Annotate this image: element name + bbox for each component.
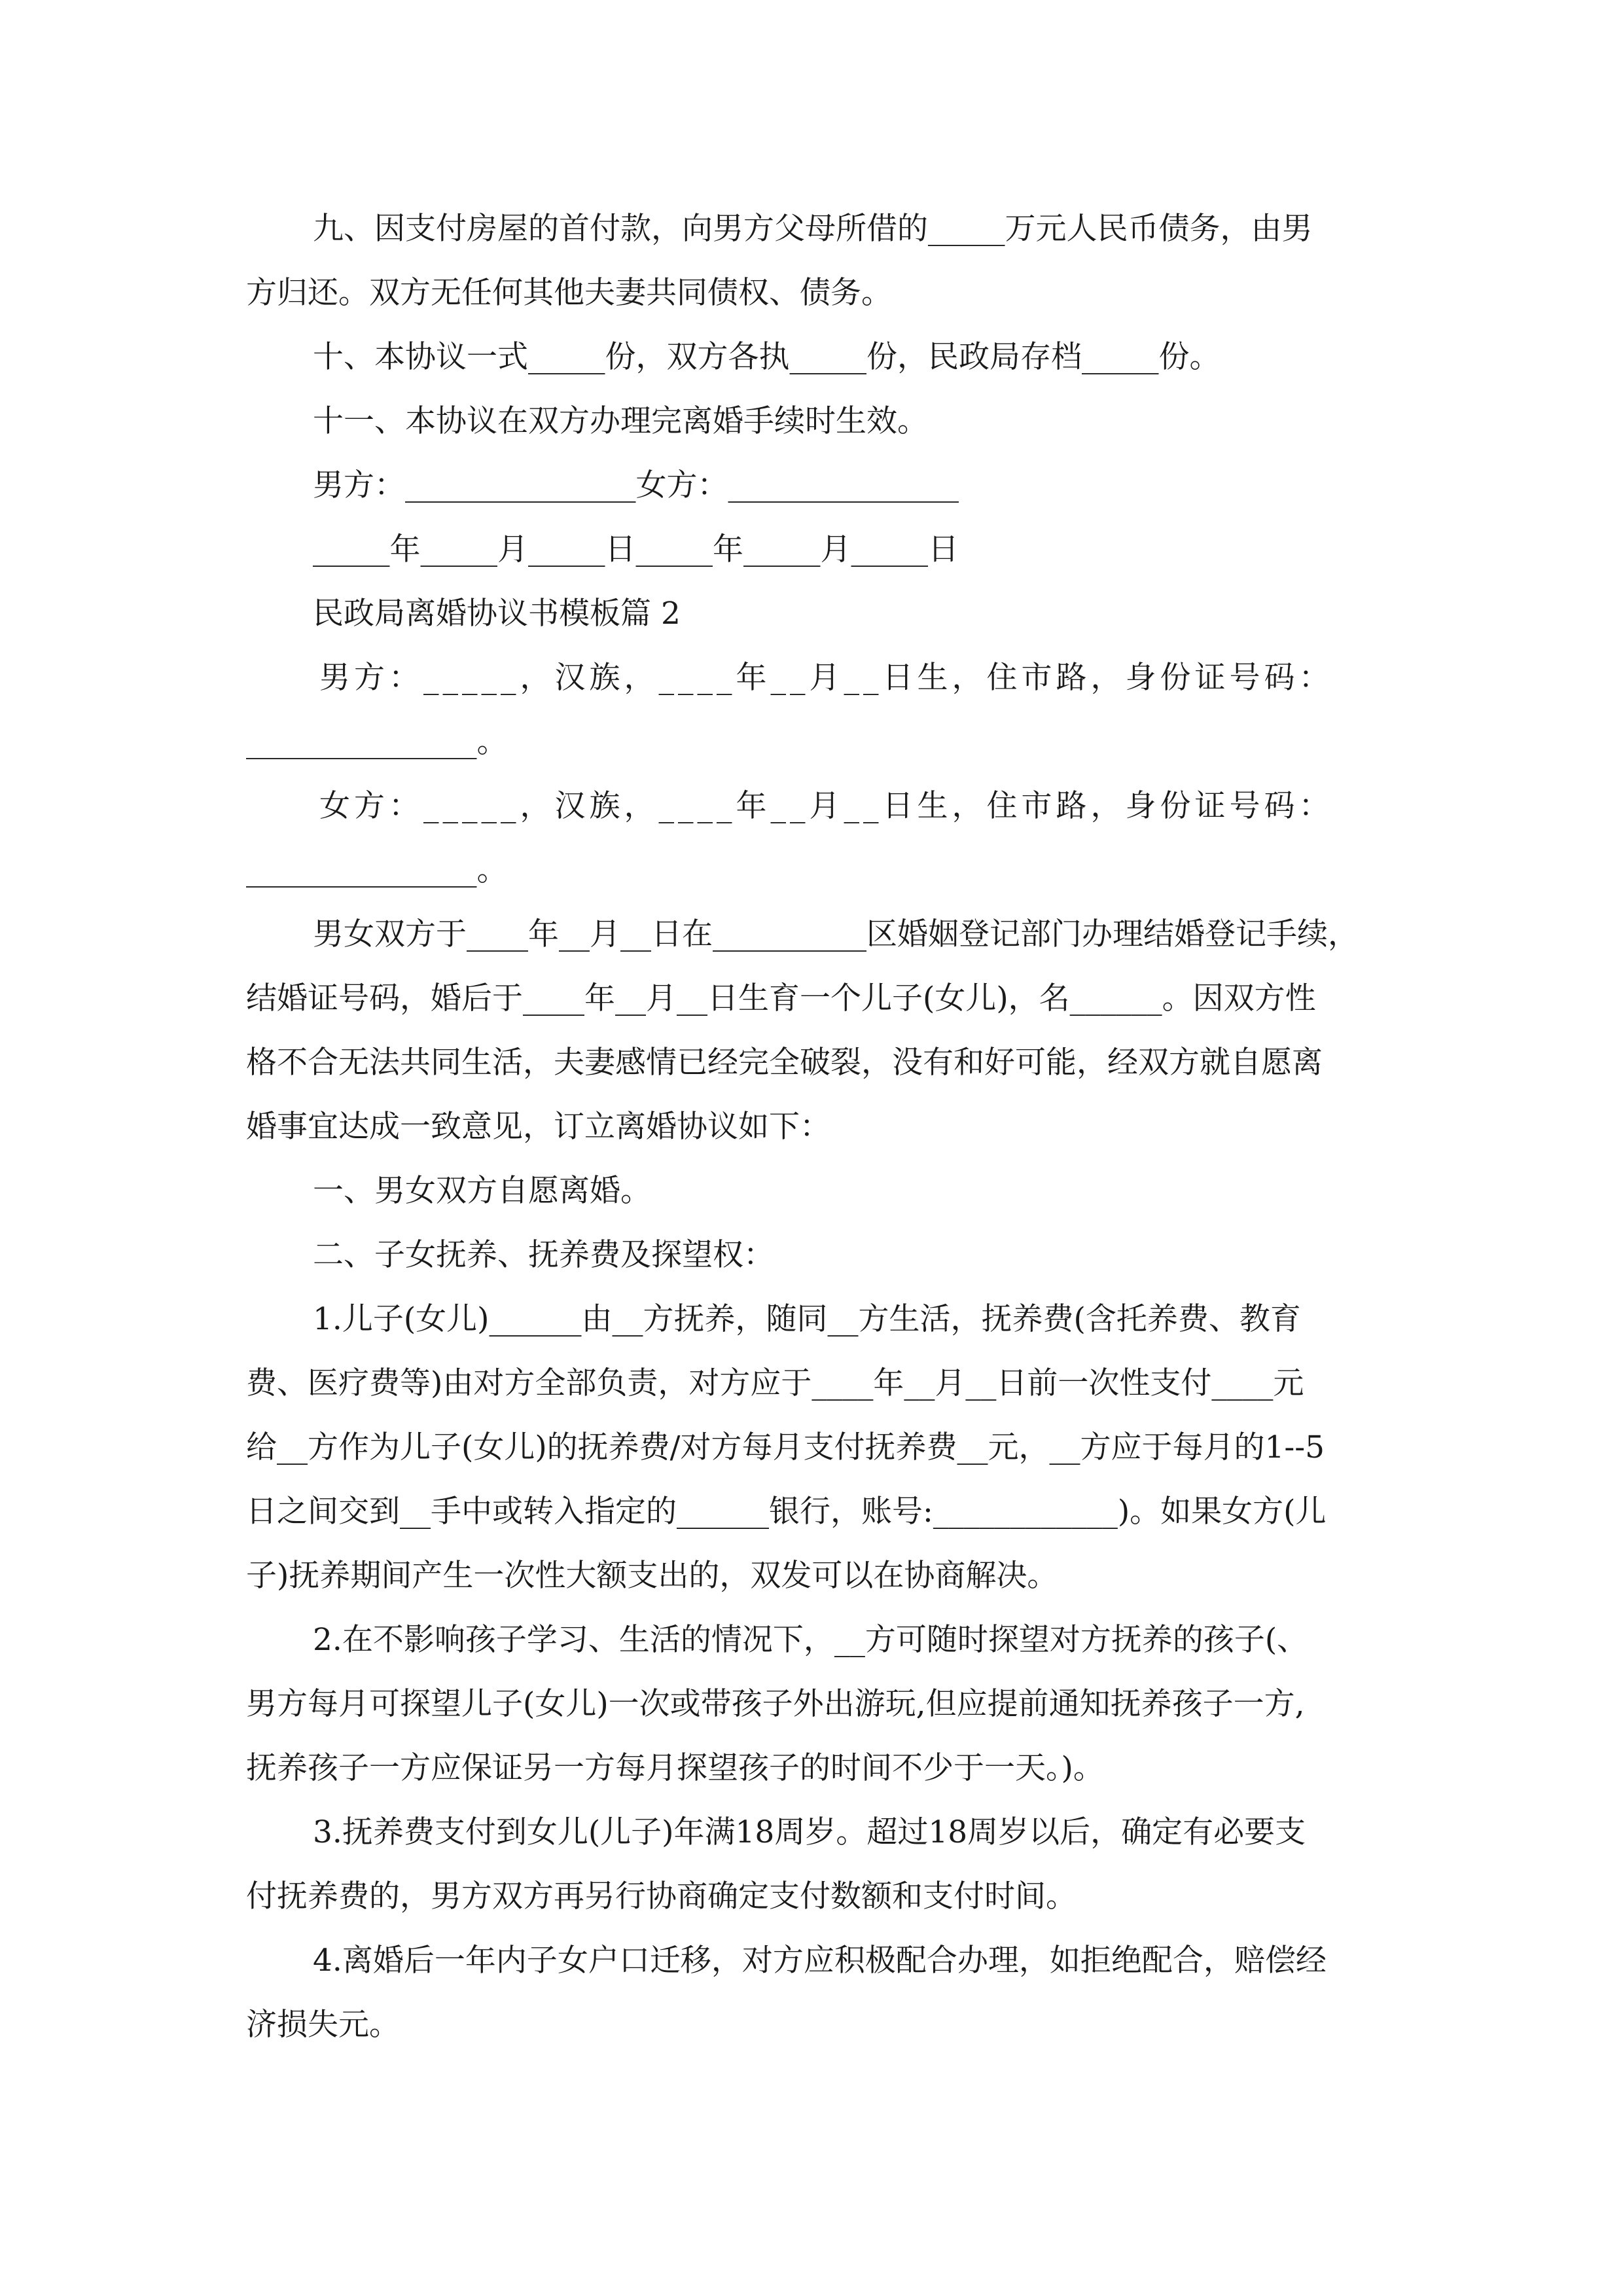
sub-4-line-2: 济损失元。 xyxy=(246,2007,400,2043)
sub-2-line-2: 男方每月可探望儿子(女儿)一次或带孩子外出游玩,但应提前通知抚养孩子一方, xyxy=(246,1686,1305,1722)
intro-line-2: 结婚证号码，婚后于____年__月__日生育一个儿子(女儿)，名______。因双方性 xyxy=(246,980,1316,1016)
intro-line-3: 格不合无法共同生活，夫妻感情已经完全破裂，没有和好可能，经双方就自愿离 xyxy=(246,1045,1323,1081)
female-party-line-1: 女方：_____，汉族，____年__月__日生，住市路，身份证号码： xyxy=(319,788,1334,824)
sub-1-line-1: 1.儿子(女儿)______由__方抚养，随同__方生活，抚养费(含托养费、教育 xyxy=(313,1301,1301,1337)
sub-2-line-1: 2.在不影响孩子学习、生活的情况下，__方可随时探望对方抚养的孩子(、 xyxy=(313,1622,1308,1658)
sub-4-line-1: 4.离婚后一年内子女户口迁移，对方应积极配合办理，如拒绝配合，赔偿经 xyxy=(313,1943,1327,1979)
clause-9-line-1: 九、因支付房屋的首付款，向男方父母所借的_____万元人民币债务，由男 xyxy=(313,211,1313,247)
intro-line-4: 婚事宜达成一致意见，订立离婚协议如下： xyxy=(246,1109,830,1145)
sub-1-line-3: 给__方作为儿子(女儿)的抚养费/对方每月支付抚养费__元，__方应于每月的1--5 xyxy=(246,1429,1325,1465)
signature-line: 男方：_______________女方：_______________ xyxy=(313,467,959,503)
sub-1-line-4: 日之间交到__手中或转入指定的______银行，账号:____________)。如果女方(儿 xyxy=(246,1494,1327,1530)
sub-3-line-2: 付抚养费的，男方双方再另行协商确定支付数额和支付时间。 xyxy=(246,1878,1077,1914)
date-line: _____年_____月_____日_____年_____月_____日 xyxy=(313,531,959,567)
clause-11: 十一、本协议在双方办理完离婚手续时生效。 xyxy=(313,403,928,439)
male-party-line-1: 男方：_____，汉族，____年__月__日生，住市路，身份证号码： xyxy=(319,660,1334,696)
male-party-line-2: _______________。 xyxy=(246,724,508,760)
item-2-heading: 二、子女抚养、抚养费及探望权： xyxy=(313,1237,774,1273)
intro-line-1: 男女双方于____年__月__日在__________区婚姻登记部门办理结婚登记手续， xyxy=(313,916,1359,952)
clause-10: 十、本协议一式_____份，双方各执_____份，民政局存档_____份。 xyxy=(313,339,1221,375)
sub-2-line-3: 抚养孩子一方应保证另一方每月探望孩子的时间不少于一天。)。 xyxy=(246,1750,1104,1786)
sub-1-line-2: 费、医疗费等)由对方全部负责，对方应于____年__月__日前一次性支付____元 xyxy=(246,1365,1304,1401)
section-title: 民政局离婚协议书模板篇 2 xyxy=(313,596,681,632)
item-1: 一、男女双方自愿离婚。 xyxy=(313,1173,651,1209)
sub-3-line-1: 3.抚养费支付到女儿(儿子)年满18周岁。超过18周岁以后，确定有必要支 xyxy=(313,1814,1306,1850)
sub-1-line-5: 子)抚养期间产生一次性大额支出的，双发可以在协商解决。 xyxy=(246,1558,1058,1594)
female-party-line-2: _______________。 xyxy=(246,852,508,888)
clause-9-line-2: 方归还。双方无任何其他夫妻共同债权、债务。 xyxy=(246,275,892,311)
